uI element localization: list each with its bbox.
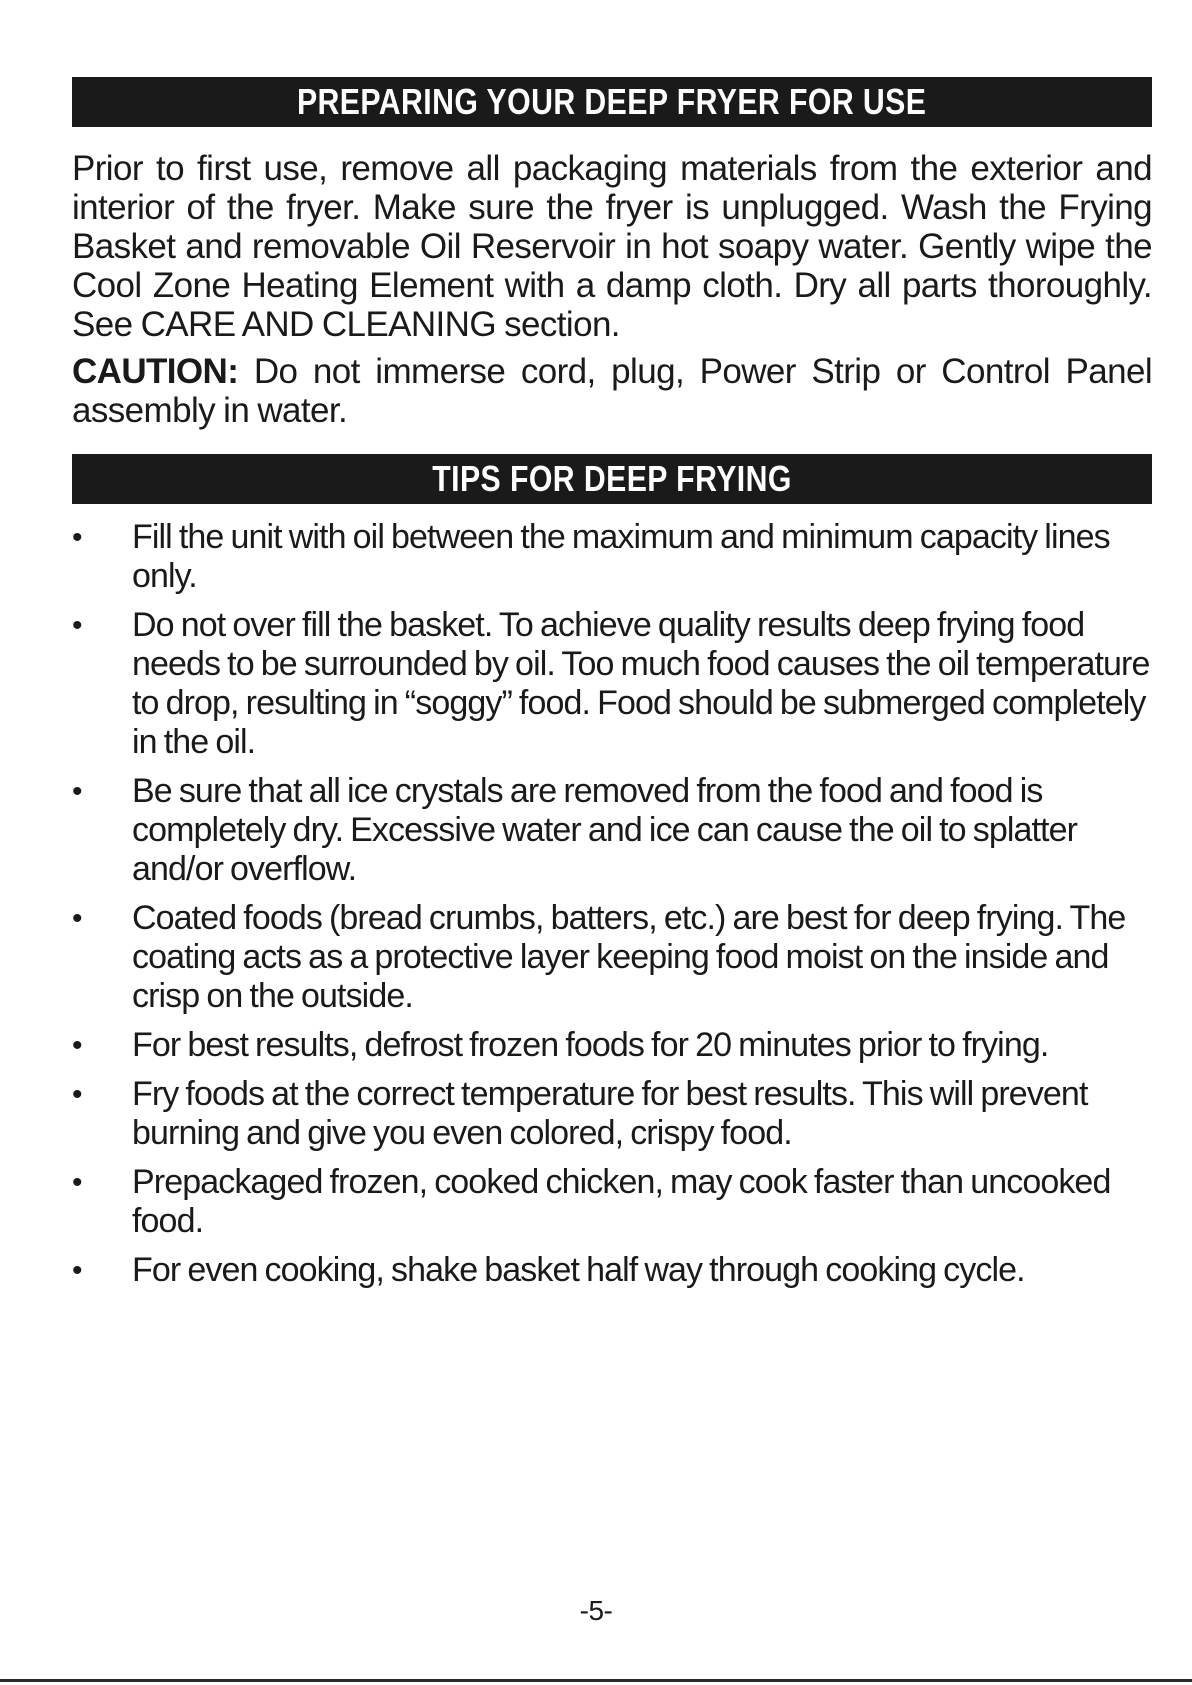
bullet-icon: • <box>72 1078 82 1111</box>
tip-item <box>72 899 1152 1016</box>
bullet-icon: • <box>72 609 82 642</box>
tip-item <box>72 518 1152 596</box>
caution-paragraph <box>72 352 1152 430</box>
tip-text: Be sure that all ice crystals are removed from the food and food is completely dry. Excessive water and ice can cause the oil to splatter and/or overflow. <box>132 772 1078 888</box>
section-heading-preparing-text: PREPARING YOUR DEEP FRYER FOR USE <box>297 81 927 122</box>
section-heading-tips-text: TIPS FOR DEEP FRYING <box>432 458 792 499</box>
tip-text: Fill the unit with oil between the maximum and minimum capacity lines only. <box>132 518 1110 595</box>
tip-item <box>72 772 1152 889</box>
tip-text: For even cooking, shake basket half way through cooking cycle. <box>132 1251 1025 1289</box>
bullet-icon: • <box>72 1166 82 1199</box>
bullet-icon: • <box>72 521 82 554</box>
tip-text: Prepackaged frozen, cooked chicken, may cook faster than uncooked food. <box>132 1163 1111 1240</box>
section-heading-tips <box>72 454 1152 504</box>
caution-label: CAUTION: <box>72 352 239 391</box>
bullet-icon: • <box>72 902 82 935</box>
tip-item <box>72 606 1152 762</box>
bottom-rule <box>0 1679 1192 1682</box>
section-heading-preparing <box>72 77 1152 127</box>
caution-text: Do not immerse cord, plug, Power Strip or Control Panel assembly in water. <box>72 352 1152 430</box>
tip-item <box>72 1163 1152 1241</box>
page-number: -5- <box>579 1595 613 1626</box>
tip-text: For best results, defrost frozen foods for 20 minutes prior to frying. <box>132 1026 1049 1064</box>
tip-text: Coated foods (bread crumbs, batters, etc.) are best for deep frying. The coating acts as a protective layer keeping food moist on the inside and crisp on the outside. <box>132 899 1126 1015</box>
tip-item <box>72 1026 1152 1065</box>
tip-item <box>72 1251 1152 1290</box>
bullet-icon: • <box>72 1254 82 1287</box>
tips-list <box>72 518 1152 1290</box>
bullet-icon: • <box>72 1029 82 1062</box>
tip-text: Do not over fill the basket. To achieve quality results deep frying food needs to be surrounded by oil. Too much food causes the oil temperature to drop, resulting in “soggy” food. Food should be submerged completely in the oil. <box>132 606 1150 761</box>
tip-item <box>72 1075 1152 1153</box>
preparing-intro-paragraph: Prior to first use, remove all packaging materials from the exterior and interior of the fryer. Make sure the fryer is unplugged. Wash the Frying Basket and removable Oil Reservoir in hot soapy water. Gently wipe the Cool Zone Heating Element with a damp cloth. Dry all parts thoroughly. See CARE AND CLEANING section. <box>72 149 1152 344</box>
tip-text: Fry foods at the correct temperature for best results. This will prevent burning and give you even colored, crispy food. <box>132 1075 1088 1152</box>
manual-page <box>72 77 1152 1300</box>
bullet-icon: • <box>72 775 82 808</box>
